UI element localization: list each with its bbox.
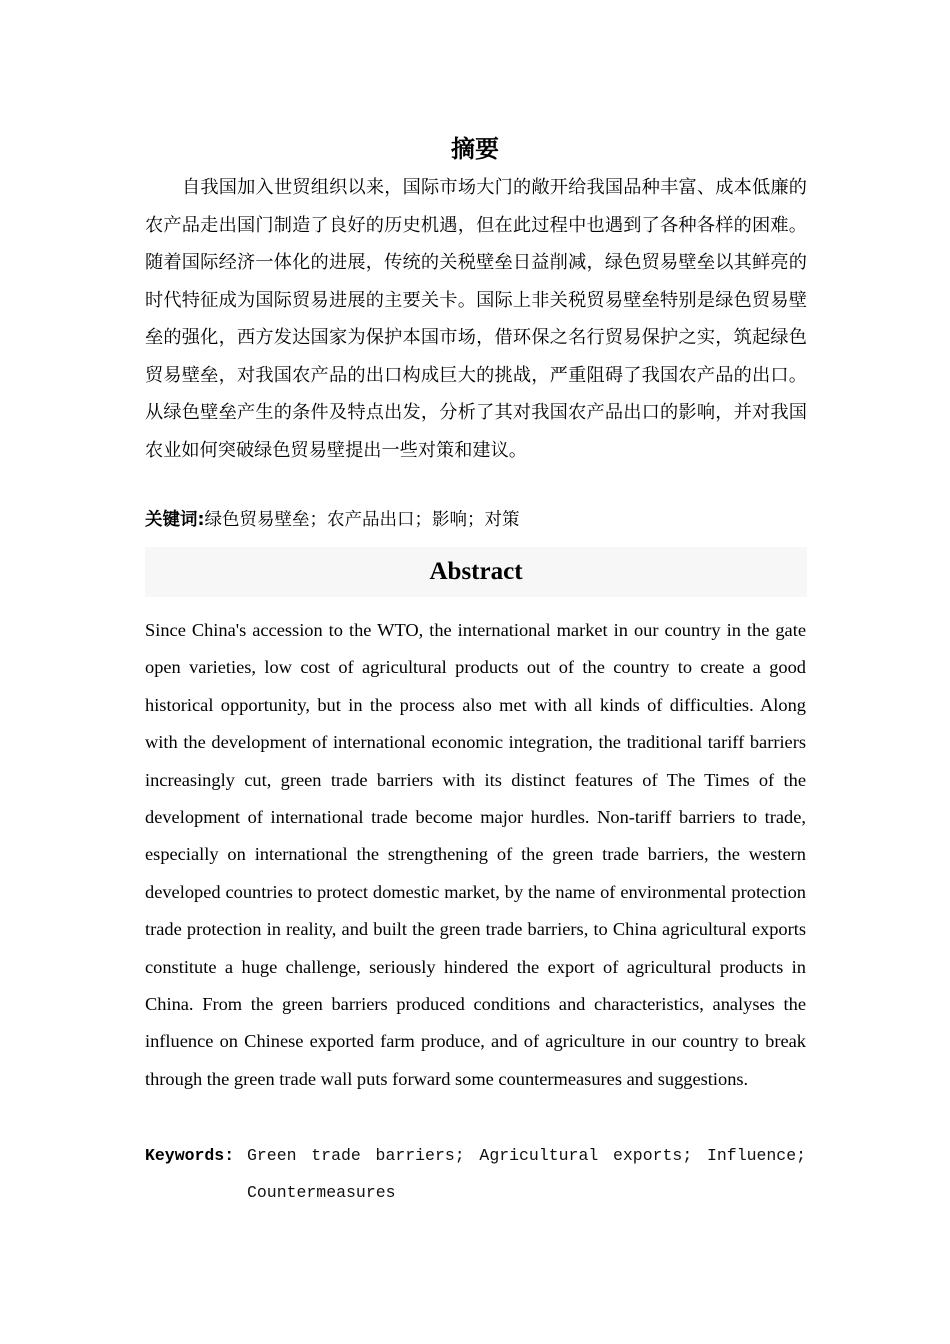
chinese-abstract-body: 自我国加入世贸组织以来，国际市场大门的敞开给我国品种丰富、成本低廉的农产品走出国门制造了良好的历史机遇，但在此过程中也遇到了各种各样的困难。随着国际经济一体化的进展，传统的关税壁垒日益削减，绿色贸易壁垒以其鲜亮的时代特征成为国际贸易进展的主要关卡。国际上非关税贸易壁垒特别是绿色贸易壁垒的强化，西方发达国家为保护本国市场，借环保之名行贸易保护之实，筑起绿色贸易壁垒，对我国农产品的出口构成巨大的挑战，严重阻碍了我国农产品的出口。从绿色壁垒产生的条件及特点出发，分析了其对我国农产品出口的影响，并对我国农业如何突破绿色贸易壁提出一些对策和建议。 — [145, 177, 807, 461]
english-keywords — [145, 1137, 806, 1211]
english-abstract-title-band — [145, 547, 807, 597]
english-abstract-body: Since China's accession to the WTO, the international market in our country in the gate open varieties, low cost of agricultural products out of the country to create a good historical opportunity, but in the process also met with all kinds of difficulties. Along with the development of international economic integration, the traditional tariff barriers increasingly cut, green trade barriers with its distinct features of The Times of the development of international trade become major hurdles. Non-tariff barriers to trade, especially on international the strengthening of the green trade barriers, the western developed countries to protect domestic market, by the name of environmental protection trade protection in reality, and built the green trade barriers, to China agricultural exports constitute a huge challenge, seriously hindered the export of agricultural products in China. From the green barriers produced conditions and characteristics, analyses the influence on Chinese exported farm produce, and of agriculture in our country to break through the green trade wall puts forward some countermeasures and suggestions. — [145, 620, 806, 1089]
english-abstract-title: Abstract — [429, 558, 523, 585]
chinese-abstract-title: 摘要 — [451, 135, 499, 163]
chinese-keywords-label: 关键词: — [145, 510, 205, 530]
chinese-keywords — [145, 505, 807, 535]
english-keywords-value: Green trade barriers; Agricultural exports; Influence; Countermeasures — [247, 1146, 806, 1202]
english-keywords-label: Keywords: — [145, 1146, 235, 1165]
chinese-keywords-value: 绿色贸易壁垒；农产品出口；影响；对策 — [204, 510, 520, 530]
